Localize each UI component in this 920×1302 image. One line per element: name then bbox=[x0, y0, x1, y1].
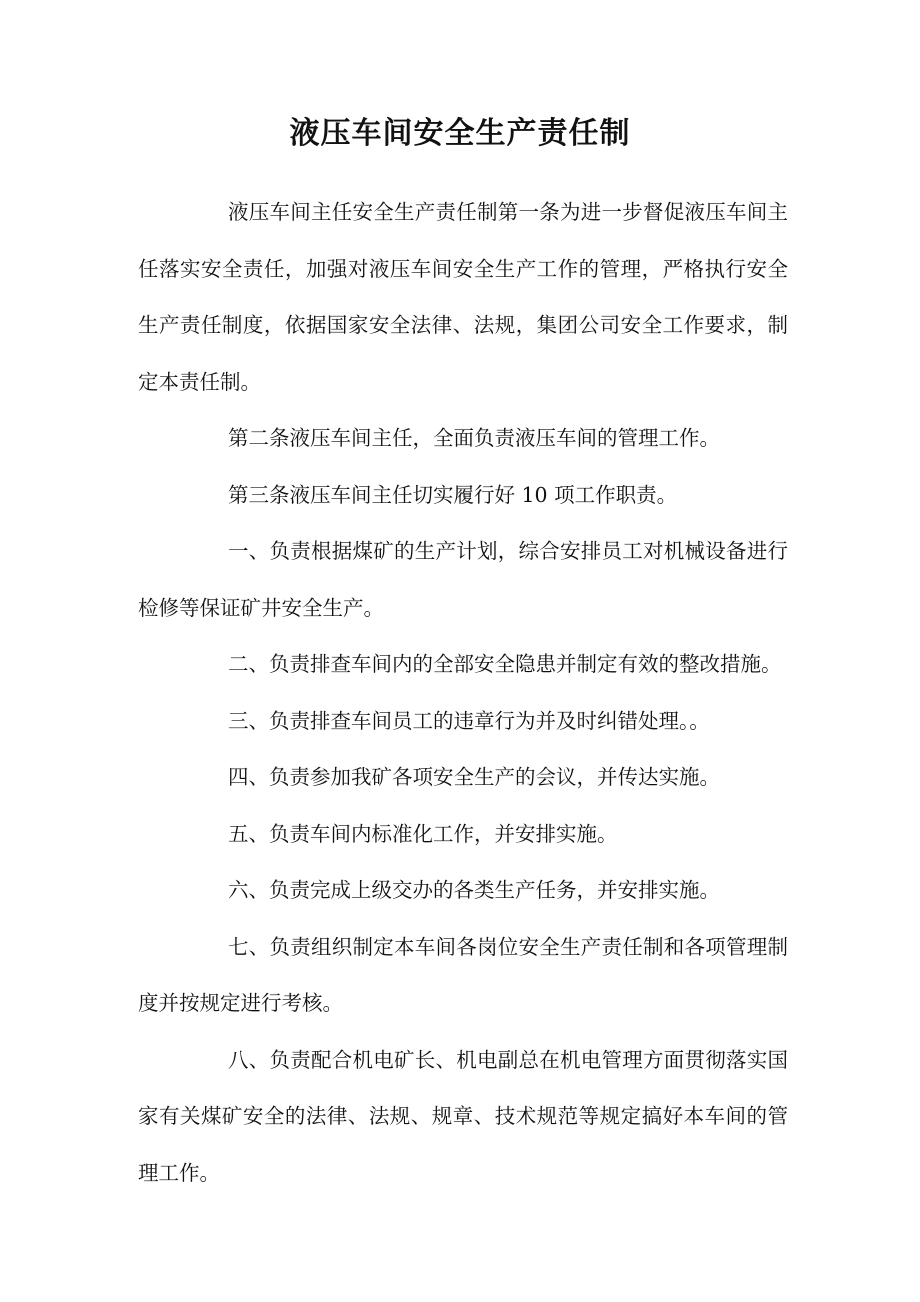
paragraph-duty-6: 六、负责完成上级交办的各类生产任务，并安排实施。 bbox=[228, 878, 720, 902]
paragraph-duty-5: 五、负责车间内标准化工作，并安排实施。 bbox=[228, 821, 618, 846]
paragraph-duty-2: 二、负责排查车间内的全部安全隐患并制定有效的整改措施。 bbox=[228, 652, 782, 676]
paragraph-duty-8: 八、负责配合机电矿长、机电副总在机电管理方面贯彻落实国家有关煤矿安全的法律、法规、规章、技术规范等规定搞好本车间的管理工作。 bbox=[138, 1047, 788, 1185]
paragraph-duty-7: 七、负责组织制定本车间各岗位安全生产责任制和各项管理制度并按规定进行考核。 bbox=[138, 934, 788, 1015]
paragraph-article-2: 第二条液压车间主任，全面负责液压车间的管理工作。 bbox=[228, 426, 720, 450]
document-body bbox=[138, 184, 788, 1201]
paragraph-duty-1: 一、负责根据煤矿的生产计划，综合安排员工对机械设备进行检修等保证矿井安全生产。 bbox=[138, 539, 788, 620]
paragraph-intro: 液压车间主任安全生产责任制第一条为进一步督促液压车间主任落实安全责任，加强对液压车间安全生产工作的管理，严格执行安全生产责任制度，依据国家安全法律、法规，集团公司安全工作要求，制定本责任制。 bbox=[138, 200, 788, 394]
document-title: 液压车间安全生产责任制 bbox=[289, 116, 631, 151]
paragraph-duty-3: 三、负责排查车间员工的违章行为并及时纠错处理。。 bbox=[228, 708, 710, 733]
paragraph-article-3: 第三条液压车间主任切实履行好 10 项工作职责。 bbox=[228, 482, 678, 507]
paragraph-duty-4: 四、负责参加我矿各项安全生产的会议，并传达实施。 bbox=[228, 765, 720, 789]
